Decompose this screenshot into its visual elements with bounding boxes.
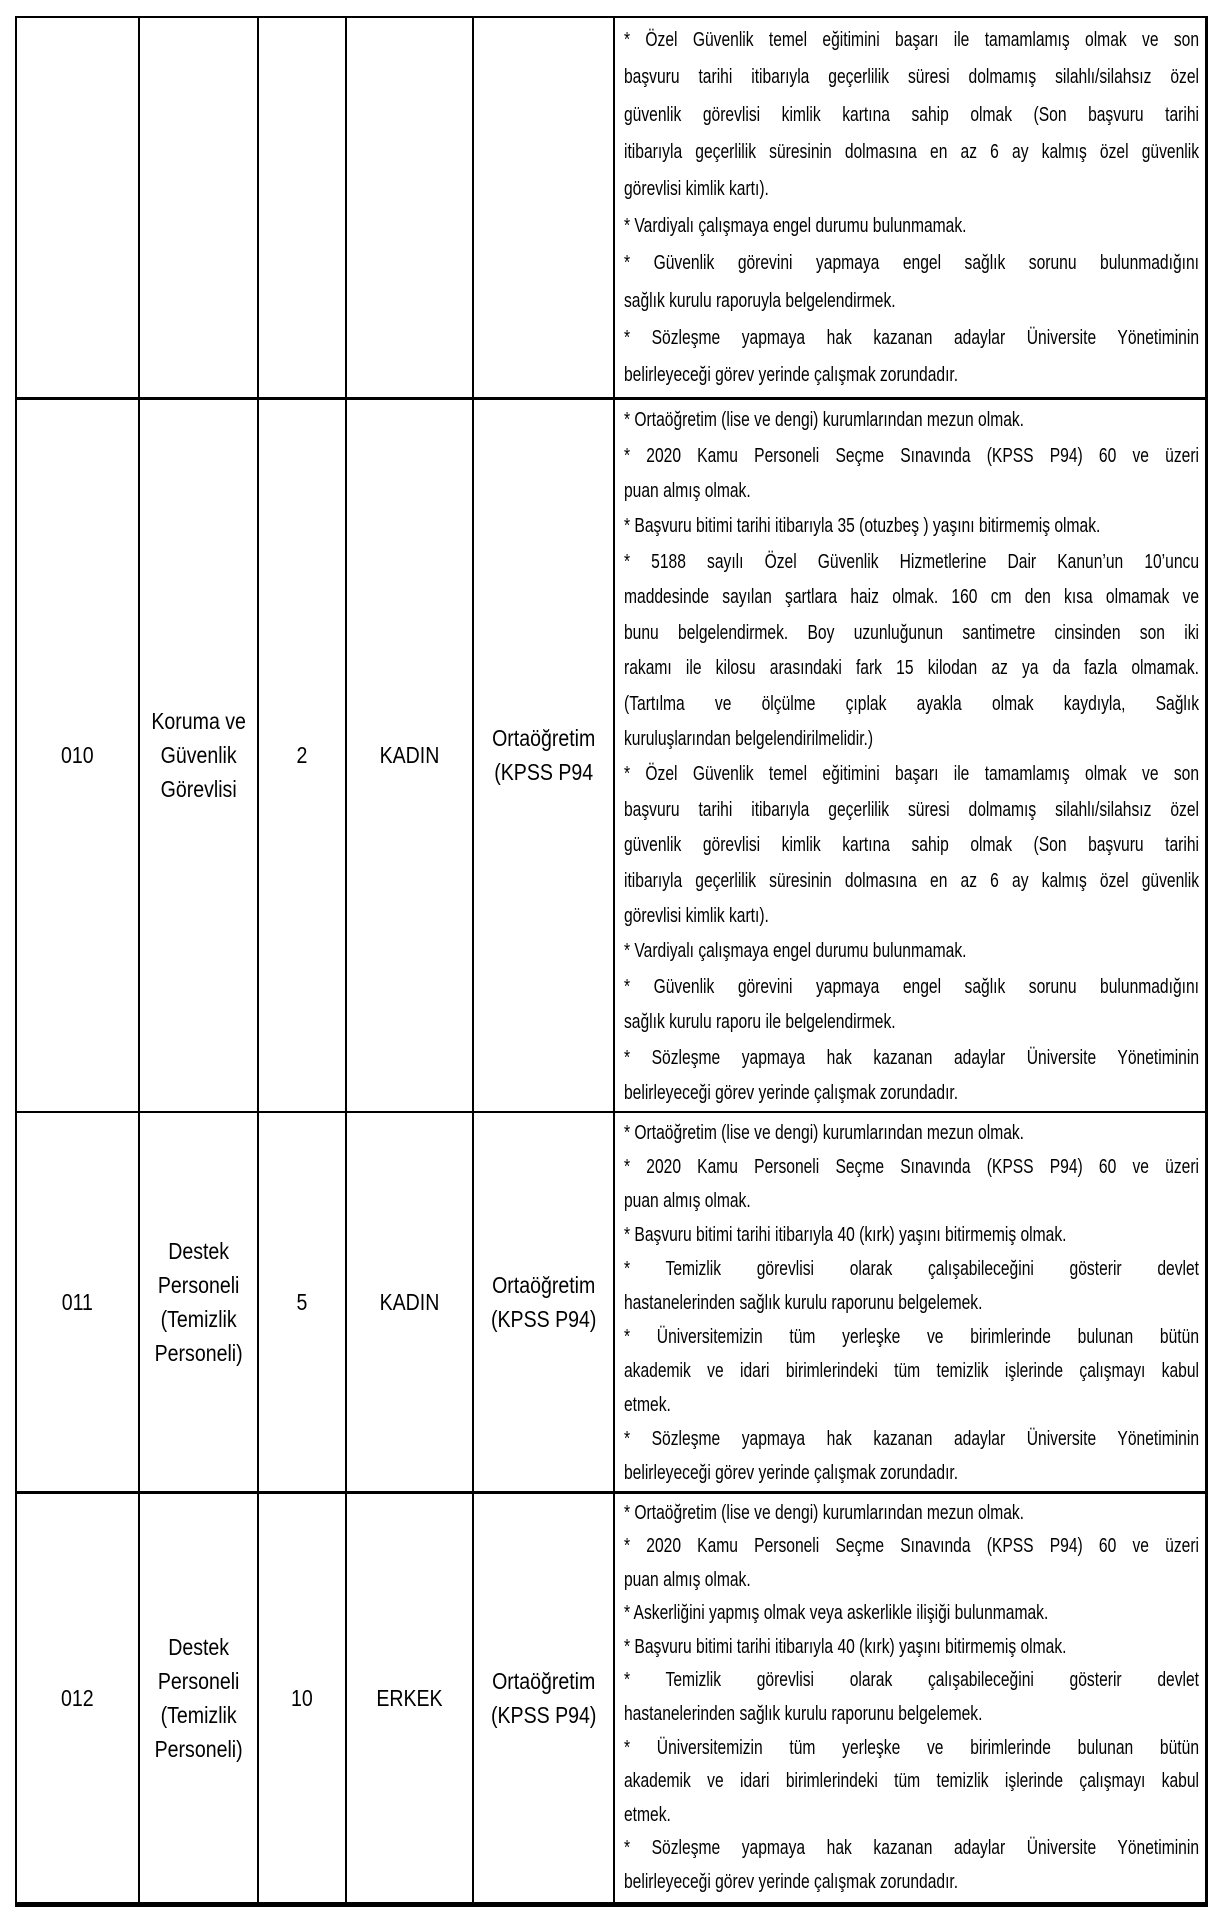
requirement-line: * Başvuru bitimi tarihi itibarıyla 35 (otuzbeş ) yaşını bitirmemiş olmak. [624,514,1101,538]
requirement-line: görevlisi kimlik kartı). [624,903,769,927]
requirement-item [624,508,1202,543]
position-title-cell-text: Destek Personeli (Temizlik Personeli) [154,1633,243,1762]
requirement-line: * Başvuru bitimi tarihi itibarıyla 40 (kırk) yaşını bitirmemiş olmak. [624,1222,1067,1246]
requirement-line: etmek. [624,1392,671,1416]
requirement-item [624,402,1202,437]
requirements-text-block [615,1114,1202,1490]
requirement-line: itibarıyla geçerlilik süresinin dolmasına en az 6 ay kalmış özel güvenlik [624,139,1200,163]
requirement-item [624,1218,1202,1252]
requirement-line: hastanelerinden sağlık kurulu raporunu belgelemek. [624,1702,983,1726]
requirement-line: * Sözleşme yapmaya hak kazanan adaylar Üniversite Yönetiminin [624,1836,1200,1860]
requirement-line: sağlık kurulu raporuyla belgelendirmek. [624,288,896,312]
table-row [16,1492,1206,1904]
position-title-cell [139,1112,258,1492]
education-cell-text: Ortaöğretim (KPSS P94 [492,725,596,786]
requirement-line: * Askerliğini yapmış olmak veya askerlikle ilişiği bulunmamak. [624,1601,1049,1625]
requirement-line: akademik ve idari birimlerindeki tüm temizlik işlerinde çalışmayı kabul [624,1358,1200,1382]
requirement-line: * Ortaöğretim (lise ve dengi) kurumlarından mezun olmak. [624,408,1025,432]
job-positions-table-body [16,17,1206,1904]
requirements-text-block [615,400,1202,1110]
requirement-line: * Ortaöğretim (lise ve dengi) kurumlarından mezun olmak. [624,1500,1025,1524]
requirement-line: güvenlik görevlisi kimlik kartına sahip olmak (Son başvuru tarihi [624,102,1200,126]
requirement-item [624,21,1202,207]
requirement-line: akademik ve idari birimlerindeki tüm temizlik işlerinde çalışmayı kabul [624,1769,1200,1793]
requirement-item [624,1040,1202,1111]
position-title-cell [139,398,258,1112]
job-positions-table [15,16,1208,1907]
code-cell [16,17,139,398]
vacancy-count-cell-text: 5 [296,1288,308,1315]
requirements-cell [614,398,1206,1112]
position-title-cell [139,1492,258,1904]
requirement-line: * Sözleşme yapmaya hak kazanan adaylar Üniversite Yönetiminin [624,1045,1200,1069]
code-cell-text: 011 [61,1288,93,1315]
requirement-item [624,1422,1202,1490]
requirement-item [624,933,1202,968]
code-cell [16,398,139,1112]
code-cell-text: 010 [61,742,94,769]
requirement-line: * Vardiyalı çalışmaya engel durumu bulunmamak. [624,214,967,238]
requirement-item [624,1320,1202,1422]
requirement-item [624,1831,1202,1898]
requirement-line: * Üniversitemizin tüm yerleşke ve birimlerinde bulunan bütün [624,1735,1200,1759]
requirement-line: puan almış olmak. [624,479,751,503]
vacancy-count-cell [258,17,346,398]
requirement-line: puan almış olmak. [624,1567,751,1591]
requirement-item [624,1630,1202,1664]
requirement-line: * Üniversitemizin tüm yerleşke ve birimlerinde bulunan bütün [624,1324,1200,1348]
requirement-item [624,244,1202,318]
requirement-line: * Sözleşme yapmaya hak kazanan adaylar Üniversite Yönetiminin [624,1426,1200,1450]
vacancy-count-cell [258,1112,346,1492]
requirement-item [624,756,1202,933]
requirement-item [624,1596,1202,1630]
education-cell-text: Ortaöğretim (KPSS P94) [491,1667,597,1728]
requirement-line: başvuru tarihi itibarıyla geçerlilik süresi dolmamış silahlı/silahsız özel [624,65,1200,89]
requirement-item [624,1663,1202,1730]
requirement-item [624,1529,1202,1596]
code-cell [16,1492,139,1904]
requirement-line: puan almış olmak. [624,1188,751,1212]
requirement-line: belirleyeceği görev yerinde çalışmak zorundadır. [624,363,959,387]
education-cell-text: Ortaöğretim (KPSS P94) [491,1271,597,1332]
requirement-line: * 5188 sayılı Özel Güvenlik Hizmetlerine Dair Kanun’un 10’uncu [624,549,1200,573]
requirement-line: * Güvenlik görevini yapmaya engel sağlık sorunu bulunmadığını [624,974,1200,998]
requirement-line: (Tartılma ve ölçülme çıplak ayakla olmak kaydıyla, Sağlık [624,691,1200,715]
requirement-item [624,1252,1202,1320]
gender-cell-text: KADIN [379,1288,440,1315]
requirement-line: itibarıyla geçerlilik süresinin dolmasına en az 6 ay kalmış özel güvenlik [624,868,1200,892]
requirement-line: belirleyeceği görev yerinde çalışmak zorundadır. [624,1870,959,1894]
requirement-line: * Özel Güvenlik temel eğitimini başarı ile tamamlamış olmak ve son [624,28,1200,52]
requirement-item [624,969,1202,1040]
vacancy-count-cell-text: 10 [291,1684,313,1711]
vacancy-count-cell [258,398,346,1112]
requirement-line: başvuru tarihi itibarıyla geçerlilik süresi dolmamış silahlı/silahsız özel [624,797,1200,821]
requirement-line: etmek. [624,1802,671,1826]
code-cell [16,1112,139,1492]
code-cell-text: 012 [61,1684,94,1711]
requirement-line: görevlisi kimlik kartı). [624,177,769,201]
requirement-item [624,1150,1202,1218]
gender-cell [346,398,473,1112]
requirements-text-block [615,19,1202,395]
requirement-line: * Güvenlik görevini yapmaya engel sağlık sorunu bulunmadığını [624,251,1200,275]
requirement-item [624,1496,1202,1530]
requirement-line: güvenlik görevlisi kimlik kartına sahip olmak (Son başvuru tarihi [624,833,1200,857]
requirement-line: * Ortaöğretim (lise ve dengi) kurumlarından mezun olmak. [624,1120,1025,1144]
table-row [16,398,1206,1112]
requirement-line: * Temizlik görevlisi olarak çalışabileceğini gösterir devlet [624,1256,1200,1280]
requirement-item [624,207,1202,244]
requirement-item [624,438,1202,509]
requirement-line: * Vardiyalı çalışmaya engel durumu bulunmamak. [624,939,967,963]
education-cell [473,1492,614,1904]
position-title-cell-text: Koruma ve Güvenlik Görevlisi [151,708,246,803]
requirement-line: * 2020 Kamu Personeli Seçme Sınavında (KPSS P94) 60 ve üzeri [624,1154,1200,1178]
requirement-item [624,1116,1202,1150]
gender-cell-text: ERKEK [376,1684,443,1711]
requirements-cell [614,1492,1206,1904]
gender-cell [346,1492,473,1904]
requirement-line: * Özel Güvenlik temel eğitimini başarı ile tamamlamış olmak ve son [624,762,1200,786]
requirement-line: * 2020 Kamu Personeli Seçme Sınavında (KPSS P94) 60 ve üzeri [624,1534,1200,1558]
vacancy-count-cell [258,1492,346,1904]
requirement-item [624,319,1202,393]
requirement-line: bunu belgelendirmek. Boy uzunluğunun santimetre cinsinden son iki [624,620,1200,644]
requirements-cell [614,1112,1206,1492]
requirement-line: kuruluşlarından belgelendirilmelidir.) [624,726,874,750]
requirement-line: belirleyeceği görev yerinde çalışmak zorundadır. [624,1460,959,1484]
requirement-line: hastanelerinden sağlık kurulu raporunu belgelemek. [624,1290,983,1314]
requirement-line: maddesinde sayılan şartlara haiz olmak. 160 cm den kısa olmamak ve [624,585,1200,609]
requirements-text-block [615,1494,1202,1902]
education-cell [473,17,614,398]
requirement-line: * Başvuru bitimi tarihi itibarıyla 40 (kırk) yaşını bitirmemiş olmak. [624,1634,1067,1658]
requirement-line: rakamı ile kilosu arasındaki fark 15 kilodan az ya da fazla olmamak. [624,656,1200,680]
education-cell [473,398,614,1112]
requirement-line: * Sözleşme yapmaya hak kazanan adaylar Üniversite Yönetiminin [624,325,1200,349]
gender-cell-text: KADIN [379,742,440,769]
table-row [16,1112,1206,1492]
vacancy-count-cell-text: 2 [296,742,308,769]
requirements-cell [614,17,1206,398]
table-row [16,17,1206,398]
requirement-line: * Temizlik görevlisi olarak çalışabileceğini gösterir devlet [624,1668,1200,1692]
requirement-line: belirleyeceği görev yerinde çalışmak zorundadır. [624,1080,959,1104]
requirement-item [624,1731,1202,1832]
gender-cell [346,1112,473,1492]
education-cell [473,1112,614,1492]
gender-cell [346,17,473,398]
requirement-line: sağlık kurulu raporu ile belgelendirmek. [624,1010,896,1034]
position-title-cell [139,17,258,398]
requirement-item [624,544,1202,756]
position-title-cell-text: Destek Personeli (Temizlik Personeli) [154,1237,243,1366]
requirement-line: * 2020 Kamu Personeli Seçme Sınavında (KPSS P94) 60 ve üzeri [624,443,1200,467]
